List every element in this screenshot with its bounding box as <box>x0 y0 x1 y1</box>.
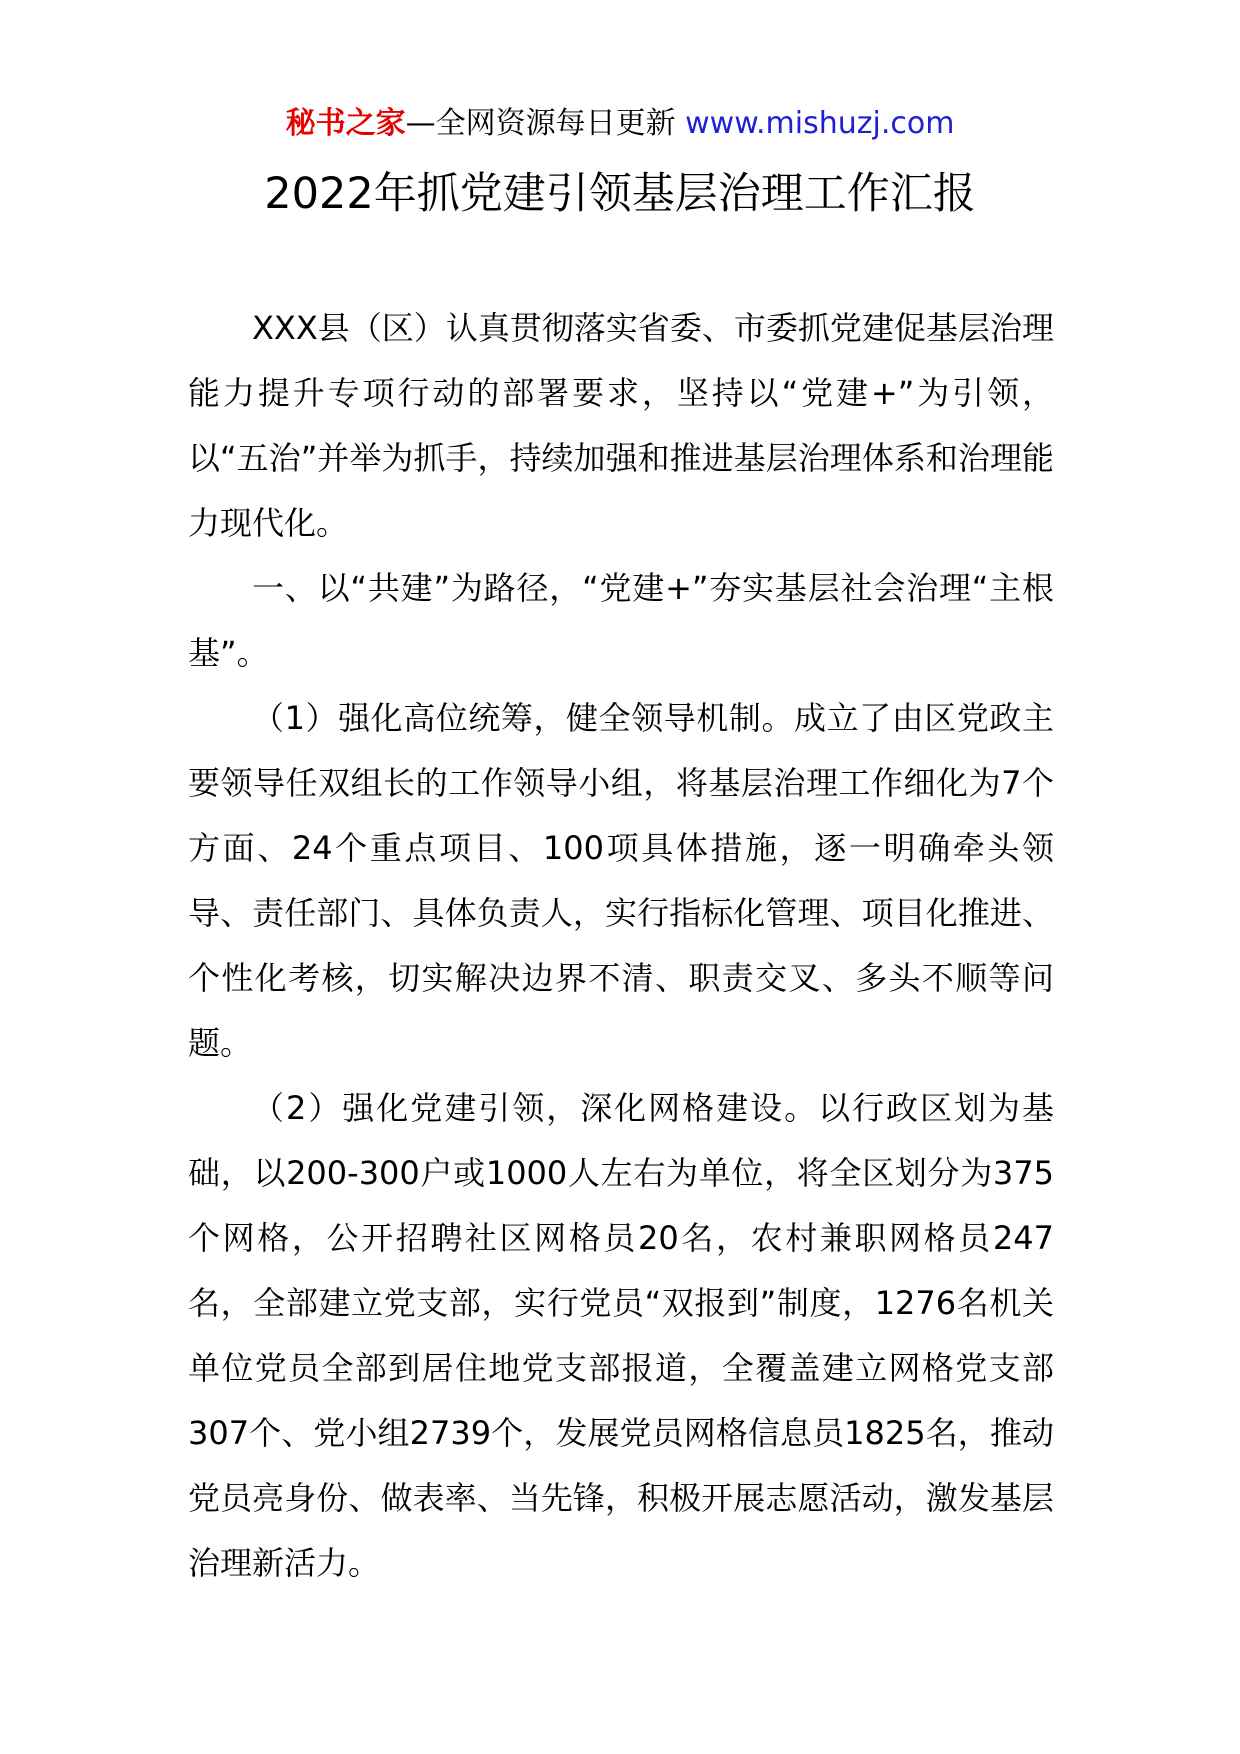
subsection-paragraph-2: （2）强化党建引领，深化网格建设。以行政区划为基础，以200-300户或1000人左右为单位，将全区划分为375个网格，公开招聘社区网格员20名，农村兼职网格员247名，全部建立党支部，实行党员“双报到”制度，1276名机关单位党员全部到居住地党支部报道，全覆盖建立网格党支部307个、党小组2739个，发展党员网格信息员1825名，推动党员亮身份、做表率、当先锋，积极开展志愿活动，激发基层治理新活力。 <box>188 1089 1054 1582</box>
subsection-paragraph-1: （1）强化高位统筹，健全领导机制。成立了由区党政主要领导任双组长的工作领导小组，将基层治理工作细化为7个方面、24个重点项目、100项具体措施，逐一明确牵头领导、责任部门、具体负责人，实行指标化管理、项目化推进、个性化考核，切实解决边界不清、职责交叉、多头不顺等问题。 <box>188 699 1054 1062</box>
site-url-link[interactable]: www.mishuzj.com <box>685 106 955 141</box>
document-title: 2022年抓党建引领基层治理工作汇报 <box>264 169 976 219</box>
intro-paragraph: XXX县（区）认真贯彻落实省委、市委抓党建促基层治理能力提升专项行动的部署要求，坚持以“党建+”为引领，以“五治”并举为抓手，持续加强和推进基层治理体系和治理能力现代化。 <box>188 309 1054 542</box>
site-slogan: —全网资源每日更新 <box>405 106 686 141</box>
site-brand: 秘书之家 <box>285 106 406 141</box>
site-header <box>0 104 1240 144</box>
section-heading-1: 一、以“共建”为路径，“党建+”夯实基层社会治理“主根基”。 <box>188 569 1054 672</box>
document-body <box>188 296 1054 1596</box>
